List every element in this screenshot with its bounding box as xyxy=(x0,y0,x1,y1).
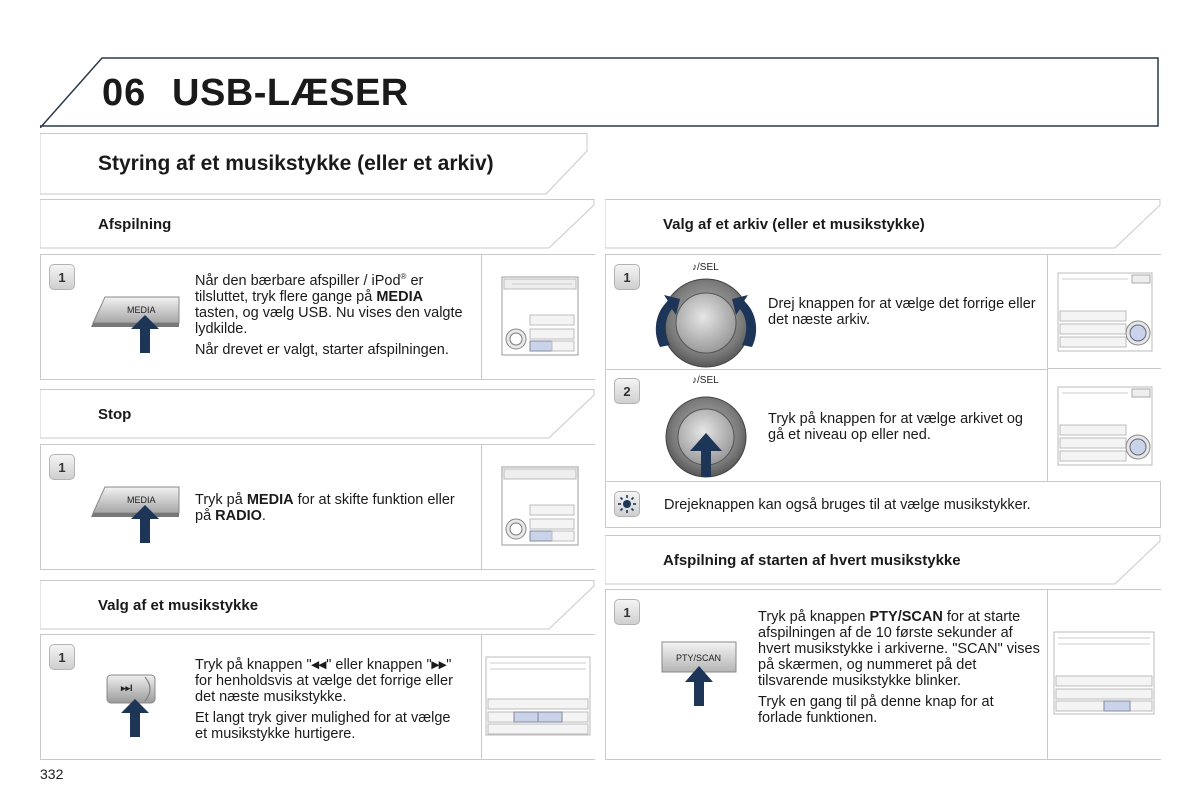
valg-musik-header xyxy=(40,580,595,630)
step-badge: 1 xyxy=(614,599,640,625)
chapter-number: 06 xyxy=(102,72,147,114)
pty-scan-key-label: PTY/SCAN xyxy=(676,653,722,663)
media-key-icon xyxy=(91,293,181,363)
radio-panel-icon xyxy=(1048,369,1162,481)
radio-panel-thumbnail xyxy=(1047,590,1161,759)
afspilning-box xyxy=(40,254,595,380)
valg-musik-title: Valg af et musikstykke xyxy=(98,597,259,614)
stop-header xyxy=(40,389,595,439)
afspilning-header xyxy=(40,199,595,249)
radio-panel-icon xyxy=(482,635,596,759)
step-badge: 1 xyxy=(614,264,640,290)
afspilning-start-header xyxy=(605,535,1161,585)
valg-musik-box xyxy=(40,634,595,760)
media-key-icon xyxy=(91,483,181,553)
pty-scan-text: Tryk på knappen PTY/SCAN for at starte afspilningen af de 10 første sekunder af hvert musikstykke i arkiverne. "SCAN" vises på skærmen, og nummeret på det tilsvarende musikstykke blinker. Tryk en gang til på denne knap for at forlade funktionen. xyxy=(758,609,1040,726)
main-section-title: Styring af et musikstykke (eller et arkiv) xyxy=(98,152,494,175)
afspilning-start-box xyxy=(605,589,1161,760)
dial-knob-icon xyxy=(646,385,766,489)
dial-label: ♪/SEL xyxy=(692,375,719,386)
radio-panel-icon xyxy=(1048,590,1162,759)
radio-panel-thumbnail xyxy=(481,255,595,379)
step-badge: 1 xyxy=(49,264,75,290)
afspilning-title: Afspilning xyxy=(98,216,172,233)
dial-turn-text: Drej knappen for at vælge det forrige eller det næste arkiv. xyxy=(768,296,1036,328)
dial-knob-icon xyxy=(646,271,766,375)
stop-box xyxy=(40,444,595,570)
next-track-key-icon xyxy=(105,671,175,747)
stop-text: Tryk på MEDIA for at skifte funktion eller på RADIO. xyxy=(195,492,455,524)
next-track-key-label: ▸▸I xyxy=(121,683,133,693)
dial-press-text: Tryk på knappen for at vælge arkivet og gå et niveau op eller ned. xyxy=(768,411,1023,443)
valg-musik-text: Tryk på knappen "◂◂" eller knappen "▸▸" for henholdsvis at vælge det forrige eller det næste musikstykke. Et langt tryk giver mulighed for at vælge et musikstykke hurtigere. xyxy=(195,657,453,742)
afspilning-text: Når den bærbare afspiller / iPod® er tilsluttet, tryk flere gange på MEDIA tasten, og vælg USB. Nu vises den valgte lydkilde. Når drevet er valgt, starter afspilningen. xyxy=(195,272,463,358)
radio-panel-thumbnail xyxy=(1047,255,1161,369)
main-section-header xyxy=(40,133,588,195)
radio-panel-thumbnail xyxy=(481,445,595,569)
valg-arkiv-title: Valg af et arkiv (eller et musikstykke) xyxy=(663,216,925,233)
tip-sun-icon xyxy=(614,491,640,517)
dial-label: ♪/SEL xyxy=(692,262,719,273)
radio-panel-thumbnail xyxy=(1047,369,1161,481)
media-key-label: MEDIA xyxy=(127,305,156,315)
page-number: 332 xyxy=(40,766,64,782)
media-key-label: MEDIA xyxy=(127,495,156,505)
pty-scan-key-icon xyxy=(660,640,740,710)
radio-panel-icon xyxy=(1048,255,1162,369)
valg-arkiv-box xyxy=(605,254,1161,528)
tip-text: Drejeknappen kan også bruges til at vælge musikstykker. xyxy=(664,497,1031,513)
radio-panel-icon xyxy=(482,255,596,379)
chapter-title: USB-LÆSER xyxy=(172,72,409,114)
afspilning-start-title: Afspilning af starten af hvert musikstykke xyxy=(663,552,961,569)
step-badge: 1 xyxy=(49,644,75,670)
radio-panel-icon xyxy=(482,445,596,569)
stop-title: Stop xyxy=(98,406,132,423)
radio-panel-thumbnail xyxy=(481,635,595,759)
step-badge: 2 xyxy=(614,378,640,404)
step-badge: 1 xyxy=(49,454,75,480)
valg-arkiv-header xyxy=(605,199,1161,249)
